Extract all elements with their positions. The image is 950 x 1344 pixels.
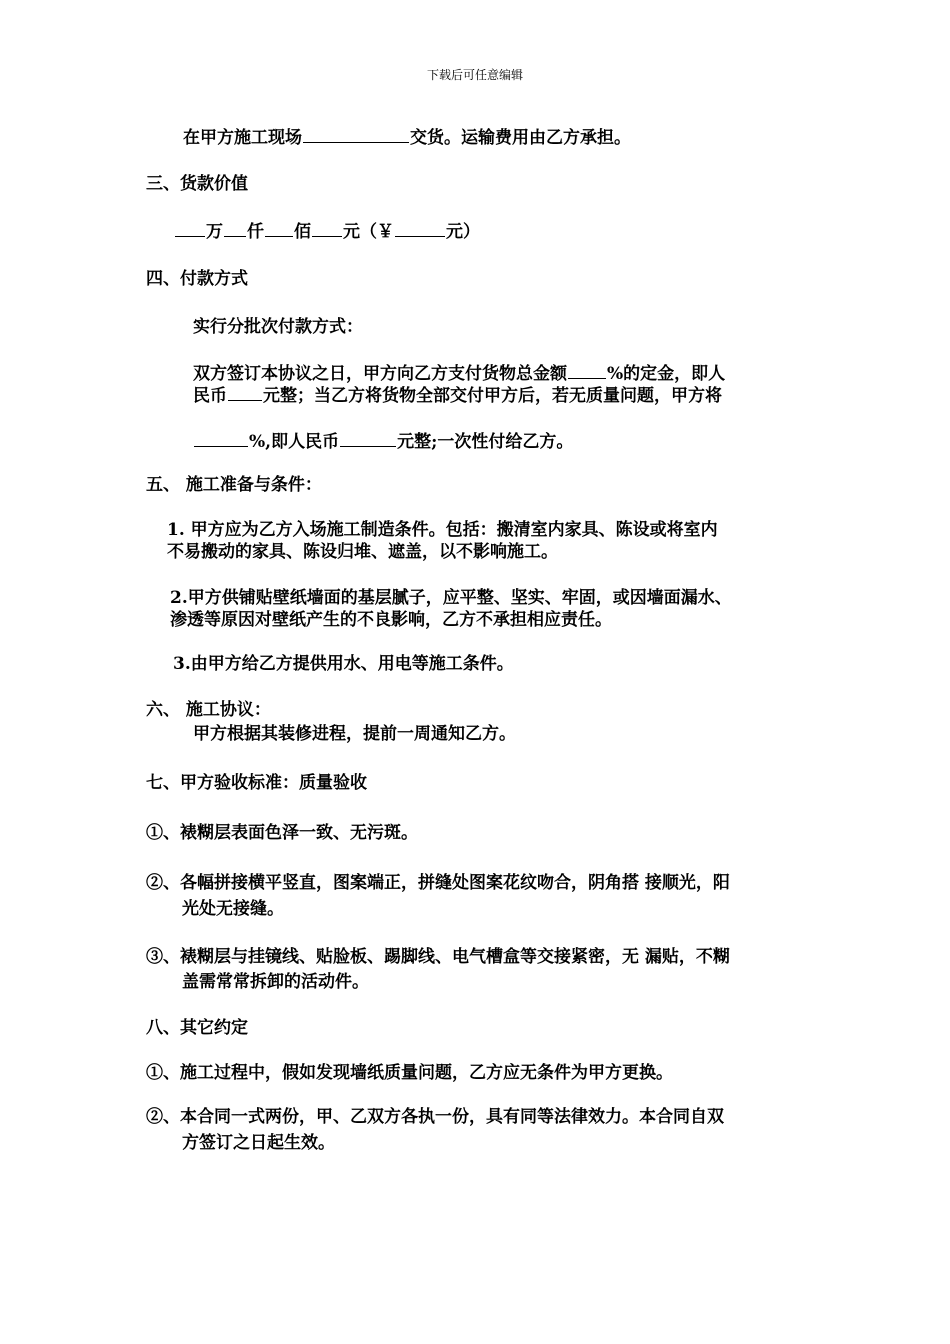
text: 在甲方施工现场 <box>183 128 302 148</box>
text: 仟 <box>247 222 264 242</box>
blank-field <box>568 362 606 379</box>
blank-field <box>224 220 246 237</box>
section-3-heading: 三、货款价值 <box>146 174 248 194</box>
section-6-heading: 六、 施工协议： <box>146 700 271 720</box>
text: 双方签订本协议之日，甲方向乙方支付货物总金额 <box>193 364 567 384</box>
amount-line <box>174 220 480 243</box>
text: 佰 <box>294 222 311 242</box>
condition-1-line-2: 不易搬动的家具、陈设归堆、遮盖，以不影响施工。 <box>167 542 558 562</box>
condition-1-line-1: 1. 甲方应为乙方入场施工制造条件。包括：搬清室内家具、陈设或将室内 <box>167 520 718 540</box>
blank-field <box>265 220 293 237</box>
section-5-heading: 五、 施工准备与条件： <box>146 475 322 495</box>
section-7-heading: 七、甲方验收标准：质量验收 <box>146 773 367 793</box>
text: %的定金，即人 <box>607 364 726 384</box>
condition-3: 3.由甲方给乙方提供用水、用电等施工条件。 <box>173 654 514 674</box>
section-8-heading: 八、其它约定 <box>146 1018 248 1038</box>
construction-agreement: 甲方根据其装修进程，提前一周通知乙方。 <box>193 724 516 744</box>
standard-1: ①、裱糊层表面色泽一致、无污斑。 <box>146 823 418 843</box>
text: 万 <box>206 222 223 242</box>
other-term-2-line-1: ②、本合同一式两份，甲、乙双方各执一份，具有同等法律效力。本合同自双 <box>146 1107 724 1127</box>
blank-field <box>312 220 342 237</box>
blank-field <box>194 430 248 447</box>
payment-line-2 <box>193 384 722 407</box>
page-header: 下载后可任意编辑 <box>426 68 523 82</box>
text: %,即人民币 <box>249 432 340 452</box>
payment-line-3 <box>193 430 573 453</box>
section-4-heading: 四、付款方式 <box>146 269 248 289</box>
blank-field <box>228 384 262 401</box>
blank-field <box>395 220 445 237</box>
text: 元整；当乙方将货物全部交付甲方后，若无质量问题，甲方将 <box>263 386 722 406</box>
standard-3-line-2: 盖需常常拆卸的活动件。 <box>182 972 369 992</box>
other-term-1: ①、施工过程中，假如发现墙纸质量问题，乙方应无条件为甲方更换。 <box>146 1063 673 1083</box>
payment-line-1 <box>193 362 725 385</box>
payment-method: 实行分批次付款方式： <box>193 317 363 337</box>
blank-field <box>340 430 396 447</box>
condition-2-line-2: 渗透等原因对壁纸产生的不良影响，乙方不承担相应责任。 <box>170 610 612 630</box>
standard-3-line-1: ③、裱糊层与挂镜线、贴脸板、踢脚线、电气槽盒等交接紧密，无 漏贴，不糊 <box>146 947 730 967</box>
text: 民币 <box>193 386 227 406</box>
condition-2-line-1: 2.甲方供铺贴壁纸墙面的基层腻子，应平整、坚实、牢固，或因墙面漏水、 <box>170 588 732 608</box>
blank-field <box>175 220 205 237</box>
other-term-2-line-2: 方签订之日起生效。 <box>182 1133 335 1153</box>
text: 元） <box>446 222 480 242</box>
delivery-line <box>183 126 631 149</box>
text: 元（￥ <box>343 222 394 242</box>
standard-2-line-2: 光处无接缝。 <box>182 899 284 919</box>
text: 元整;一次性付给乙方。 <box>397 432 574 452</box>
blank-field <box>303 126 409 143</box>
standard-2-line-1: ②、各幅拼接横平竖直，图案端正，拼缝处图案花纹吻合，阴角搭 接顺光，阳 <box>146 873 730 893</box>
text: 交货。运输费用由乙方承担。 <box>410 128 631 148</box>
